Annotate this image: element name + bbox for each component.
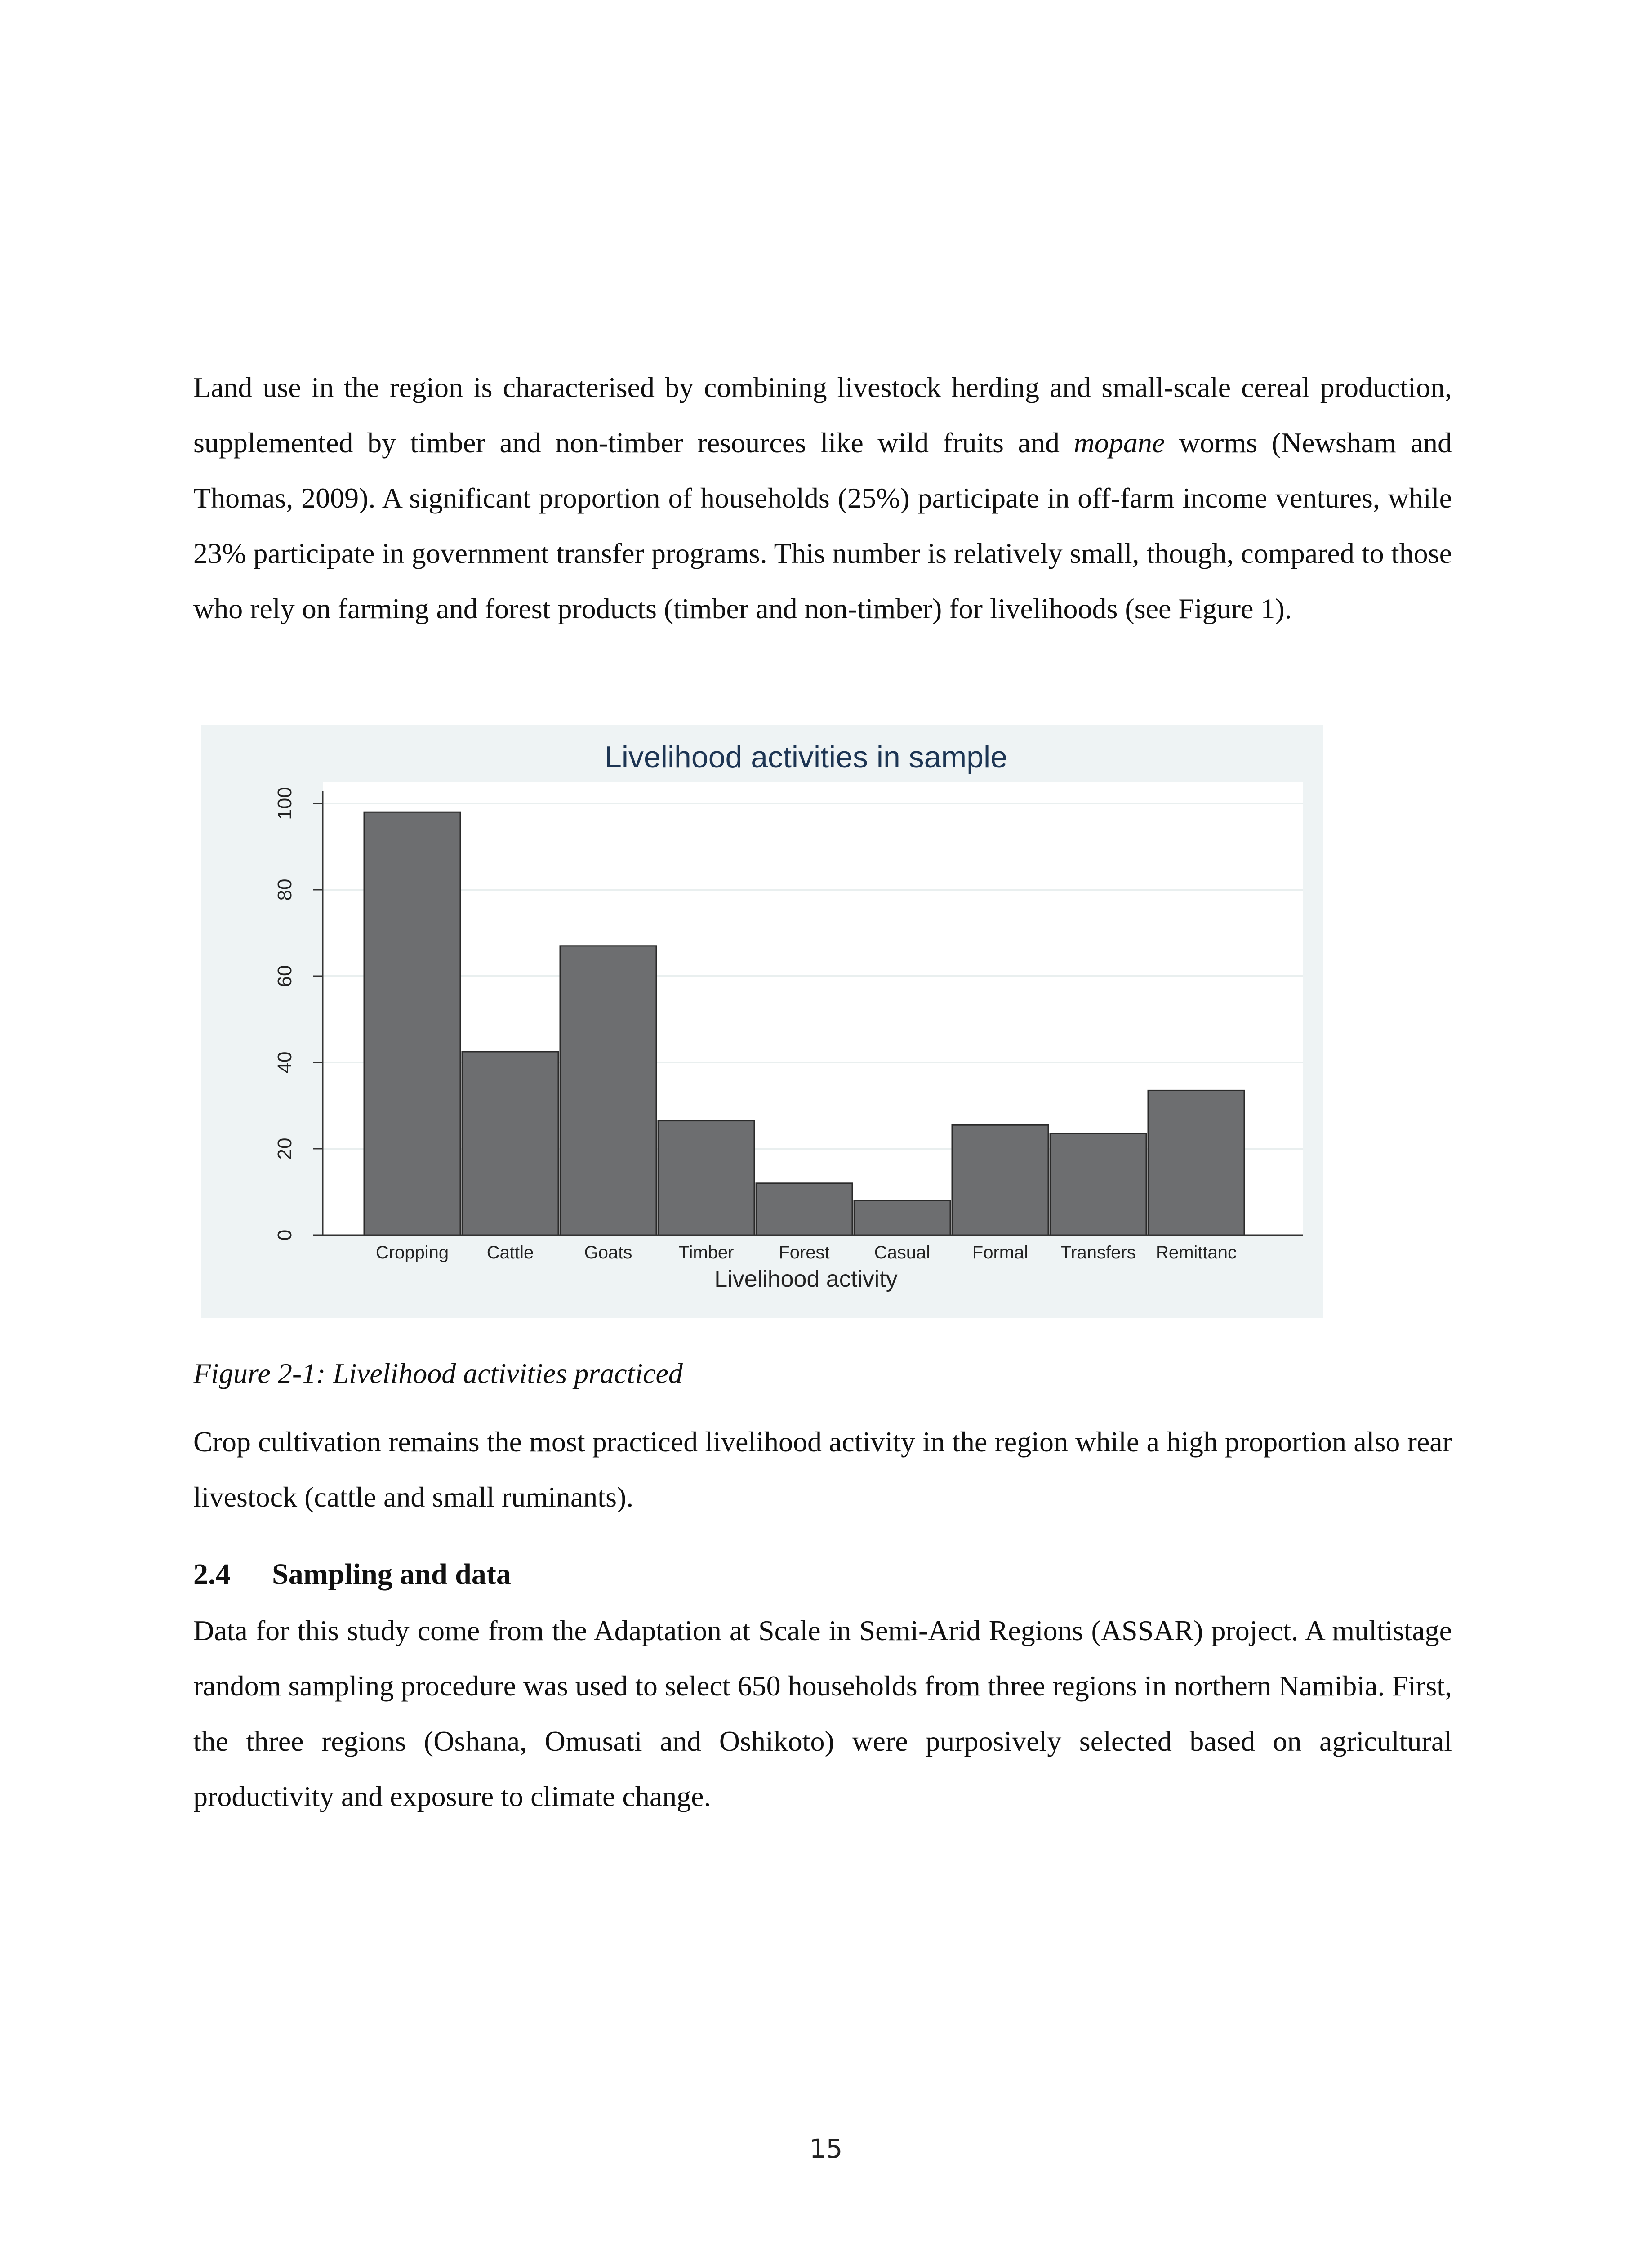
section-title: Sampling and data <box>272 1558 511 1591</box>
x-tick-label: Cattle <box>486 1243 534 1262</box>
body-paragraph-land-use <box>193 360 1452 636</box>
bar-formal <box>952 1125 1048 1235</box>
para1-text-a: Land use in the region is characterised by combining livestock herding and small-scale cereal production, supplemented by timber and non-timber resources like wild fruits and <box>193 371 1452 459</box>
x-tick-label: Formal <box>972 1243 1029 1262</box>
bar-remittanc <box>1148 1090 1244 1235</box>
figure-livelihood-chart <box>201 725 1323 1318</box>
bar-cropping <box>364 812 460 1235</box>
y-tick-label: 0 <box>274 1229 296 1241</box>
x-axis-label: Livelihood activity <box>714 1266 898 1292</box>
para1-italic-term: mopane <box>1073 427 1165 459</box>
section-number: 2.4 <box>193 1558 231 1591</box>
bar-forest <box>756 1183 852 1235</box>
section-heading <box>193 1547 511 1602</box>
x-tick-label: Transfers <box>1060 1243 1136 1262</box>
x-tick-label: Remittanc <box>1155 1243 1237 1262</box>
x-tick-label: Casual <box>874 1243 931 1262</box>
y-tick-label: 100 <box>274 787 296 820</box>
y-tick-label: 80 <box>274 879 296 901</box>
x-tick-label: Goats <box>584 1243 632 1262</box>
x-tick-label: Timber <box>678 1243 734 1262</box>
bar-timber <box>658 1121 754 1235</box>
chart-title: Livelihood activities in sample <box>605 740 1007 774</box>
bar-goats <box>560 946 656 1235</box>
x-tick-label: Cropping <box>375 1243 449 1262</box>
y-tick-label: 60 <box>274 965 296 987</box>
bar-transfers <box>1050 1133 1146 1235</box>
body-paragraph-crop-cultivation: Crop cultivation remains the most practiced livelihood activity in the region while a high proportion also rear livestock (cattle and small ruminants). <box>193 1426 1452 1513</box>
bar-casual <box>854 1200 950 1235</box>
x-tick-label: Forest <box>779 1243 830 1262</box>
body-paragraph-sampling: Data for this study come from the Adaptation at Scale in Semi-Arid Regions (ASSAR) project. A multistage random sampling procedure was used to select 650 households from three regions in northern Namibia. First, the three regions (Oshana, Omusati and Oshikoto) were purposively selected based on agricultural productivity and exposure to climate change. <box>193 1615 1452 1812</box>
para1-text-b: worms (Newsham and Thomas, 2009). A significant proportion of households (25%) participate in off-farm income ventures, while 23% participate in government transfer programs. This number is relatively small, though, compared to those who rely on farming and forest products (timber and non-timber) for livelihoods (see Figure 1). <box>193 427 1452 624</box>
y-tick-label: 20 <box>274 1137 296 1160</box>
page-number: 15 <box>809 2133 843 2164</box>
bar-chart <box>201 725 1323 1318</box>
bar-cattle <box>462 1052 558 1235</box>
figure-caption: Figure 2-1: Livelihood activities practiced <box>193 1357 683 1389</box>
y-tick-label: 40 <box>274 1051 296 1074</box>
